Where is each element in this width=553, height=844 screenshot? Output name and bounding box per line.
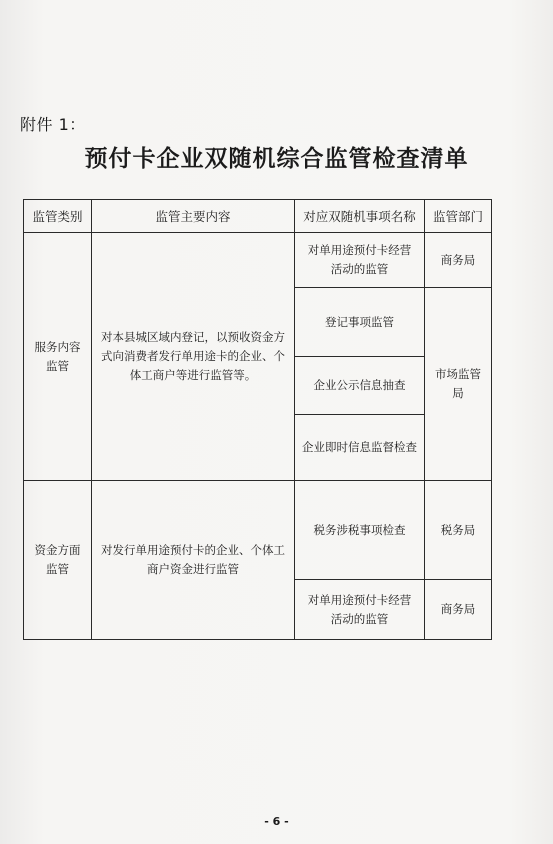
supervision-checklist-table <box>23 199 492 640</box>
table-row <box>24 233 492 288</box>
header-content: 监管主要内容 <box>92 200 295 233</box>
item-cell: 企业即时信息监督检查 <box>295 415 425 481</box>
header-department: 监管部门 <box>425 200 492 233</box>
table-row <box>24 481 492 580</box>
item-cell: 企业公示信息抽查 <box>295 357 425 415</box>
page-title: 预付卡企业双随机综合监管检查清单 <box>84 145 469 172</box>
category-cell: 服务内容监管 <box>24 233 92 481</box>
item-cell: 对单用途预付卡经营活动的监管 <box>295 233 425 288</box>
content-cell: 对本县城区域内登记，以预收资金方式向消费者发行单用途卡的企业、个体工商户等进行监管等。 <box>92 233 295 481</box>
department-cell: 商务局 <box>425 580 492 640</box>
header-item-name: 对应双随机事项名称 <box>295 200 425 233</box>
item-cell: 对单用途预付卡经营活动的监管 <box>295 580 425 640</box>
page-number: - 6 - <box>264 815 289 828</box>
item-cell: 登记事项监管 <box>295 288 425 357</box>
item-cell: 税务涉税事项检查 <box>295 481 425 580</box>
attachment-label: 附件 1： <box>20 115 86 134</box>
header-category: 监管类别 <box>24 200 92 233</box>
content-cell: 对发行单用途预付卡的企业、个体工商户资金进行监管 <box>92 481 295 640</box>
department-cell: 市场监管局 <box>425 288 492 481</box>
category-cell: 资金方面监管 <box>24 481 92 640</box>
department-cell: 商务局 <box>425 233 492 288</box>
table-header-row <box>24 200 492 233</box>
department-cell: 税务局 <box>425 481 492 580</box>
